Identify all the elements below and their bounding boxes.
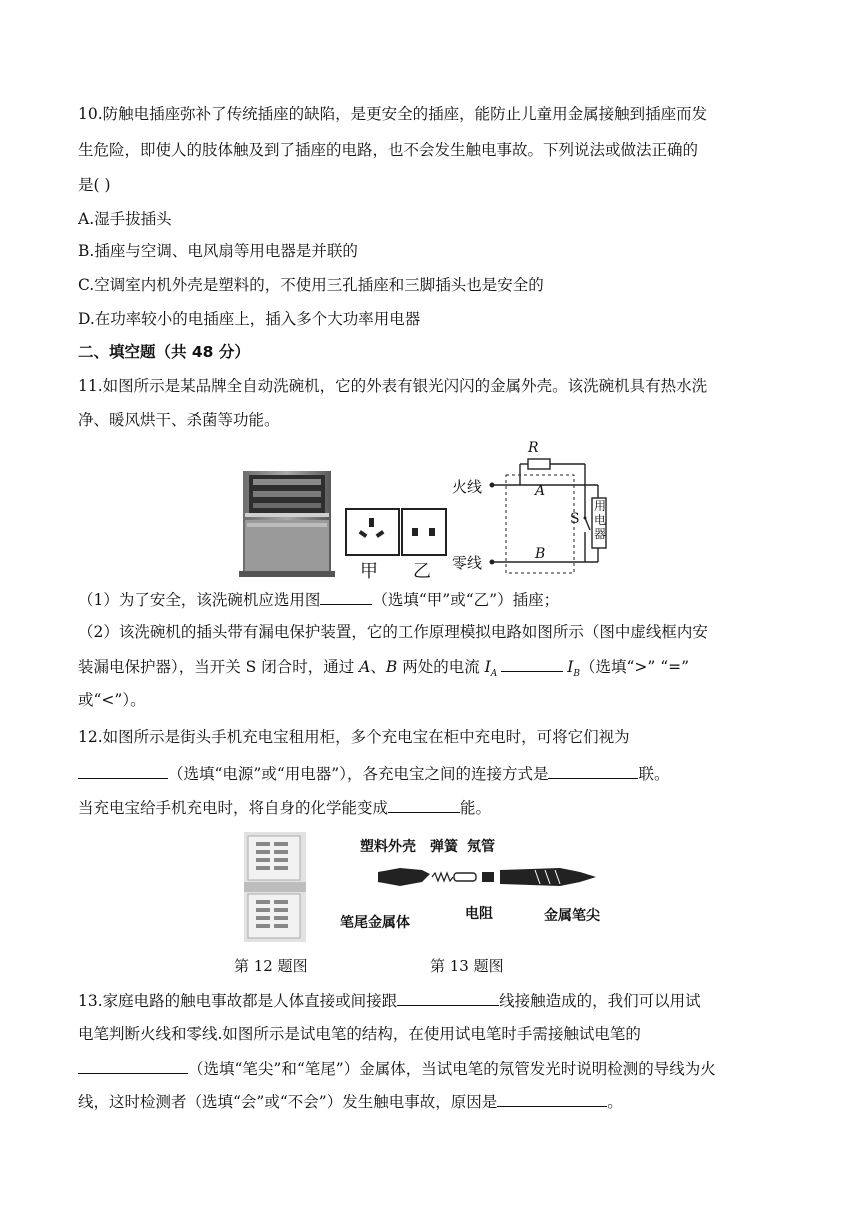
q10-option-a: A.湿手拔插头 [78,210,172,228]
figure-caption-13: 第 13 题图 [430,957,504,975]
q13-line1: 13.家庭电路的触电事故都是人体直接或间接跟 线接触造成的，我们可以用试 [78,992,701,1010]
circuit-r-label: R [528,440,539,456]
q11-blank-1[interactable] [320,589,372,605]
pen-label-tip: 金属笔尖 [544,908,600,924]
circuit-b-label: B [535,546,546,562]
q10-line3: 是( ) [78,176,111,194]
pen-label-spring: 弹簧 [430,839,458,855]
q11-blank-2[interactable] [501,656,563,672]
dishwasher-image [235,465,340,580]
test-pen-diagram [370,858,600,898]
pen-label-tube: 氖管 [467,839,495,855]
circuit-s-label: S [570,511,580,527]
q11-part2-line3: 或“<”）。 [78,691,146,709]
q12-line1: 12.如图所示是街头手机充电宝租用柜，多个充电宝在柜中充电时，可将它们视为 [78,728,630,746]
q12-blank-2[interactable] [548,763,638,779]
charging-cabinet-image [244,832,306,942]
q10-line2: 生危险，即使人的肢体触及到了插座的电路，也不会发生触电事故。下列说法或做法正确的 [78,141,699,159]
q11-part2-line1: （2）该洗碗机的插头带有漏电保护装置，它的工作原理模拟电路如图所示（图中虚线框内安 [78,623,708,641]
q11-part1: （1）为了安全，该洗碗机应选用图 （选填“甲”或“乙”）插座； [78,591,560,609]
q13-blank-1[interactable] [397,990,499,1006]
socket-yi-label: 乙 [413,561,431,582]
q11-line1: 11.如图所示是某品牌全自动洗碗机，它的外表有银光闪闪的金属外壳。该洗碗机具有热水洗 [78,377,708,395]
q13-line4: 线，这时检测者（选填“会”或“不会”）发生触电事故，原因是 。 [78,1093,623,1111]
circuit-neutral-label: 零线 [452,554,483,572]
three-hole-socket-icon [345,508,400,556]
q10-line1: 10.防触电插座弥补了传统插座的缺陷，是更安全的插座，能防止儿童用金属接触到插座而发 [78,105,708,123]
q13-line2: 电笔判断火线和零线.如图所示是试电笔的结构，在使用试电笔时手需接触试电笔的 [78,1025,641,1043]
q12-line3: 当充电宝给手机充电时，将自身的化学能变成 能。 [78,799,492,817]
q10-option-c: C.空调室内机外壳是塑料的，不使用三孔插座和三脚插头也是安全的 [78,276,544,294]
q12-blank-3[interactable] [388,797,460,813]
q13-line3: （选填“笔尖”和“笔尾”）金属体，当试电笔的氖管发光时说明检测的导线为火 [78,1058,716,1079]
circuit-live-label: 火线 [452,478,483,496]
q10-option-b: B.插座与空调、电风扇等用电器是并联的 [78,242,358,260]
socket-jia-label: 甲 [360,561,378,582]
circuit-a-label: A [535,483,546,499]
section-heading: 二、填空题（共 48 分） [78,343,250,361]
pen-label-resistor: 电阻 [465,906,493,922]
pen-label-tail: 笔尾金属体 [340,915,410,931]
q11-line2: 净、暖风烘干、杀菌等功能。 [78,411,280,429]
two-hole-socket-icon [401,508,447,556]
q13-blank-2[interactable] [78,1058,188,1074]
figure-caption-12: 第 12 题图 [234,957,308,975]
q13-blank-3[interactable] [497,1091,607,1107]
q12-blank-1[interactable] [78,763,168,779]
q10-option-d: D.在功率较小的电插座上，插入多个大功率用电器 [78,310,421,328]
q12-line2: （选填“电源”或“用电器”），各充电宝之间的连接方式是 联。 [78,763,669,784]
pen-label-shell: 塑料外壳 [360,839,416,855]
circuit-appliance-label: 用 电 器 [594,499,607,541]
q11-part2-line2: 装漏电保护器），当开关 S 闭合时，通过 A、B 两处的电流 $I_A$ $I_B$（选填“>” “=” [78,658,690,680]
